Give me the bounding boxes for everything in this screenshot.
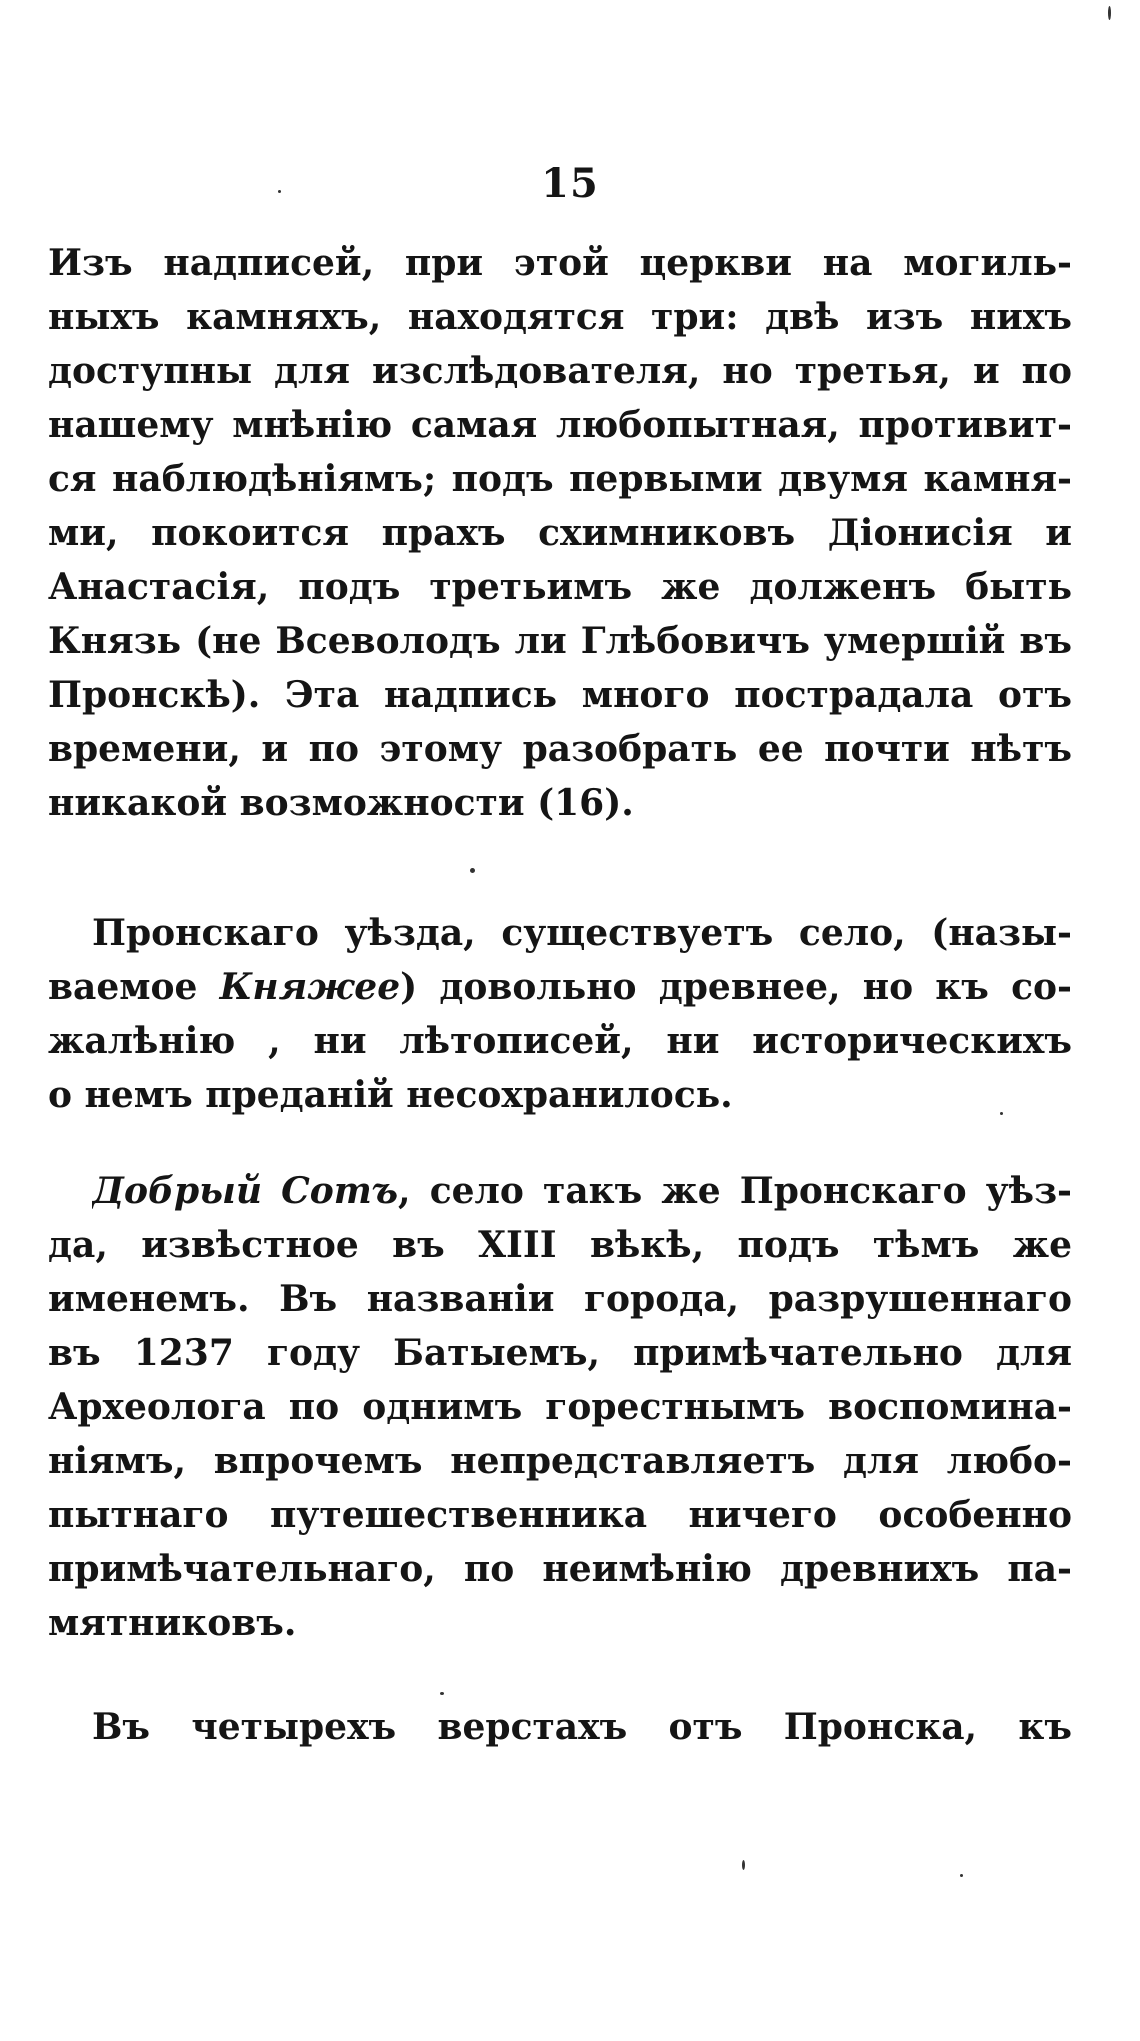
text-line: Въ четырехъ верстахъ отъ Пронска, къ [92, 1706, 1072, 1748]
text-line: никакой возможности (16). [48, 782, 634, 824]
scan-speck [278, 190, 281, 193]
text-line: ныхъ камняхъ, находятся три: двѣ изъ нихъ [48, 296, 1072, 338]
text-line: жалѣнію , ни лѣтописей, ни историческихъ [48, 1020, 1072, 1062]
text-line: Анастасія, подъ третьимъ же долженъ быть [48, 566, 1072, 608]
scan-speck [1000, 1112, 1003, 1115]
scan-speck [742, 1860, 745, 1870]
text-fragment: , село такъ же Пронскаго уѣз- [398, 1170, 1072, 1212]
text-line: ми, покоится прахъ схимниковъ Діонисія и [48, 512, 1072, 554]
text-line: Князь (не Всеволодъ ли Глѣбовичъ умершій въ [48, 620, 1072, 662]
scan-speck [1108, 6, 1111, 20]
text-line: въ 1237 году Батыемъ, примѣчательно для [48, 1332, 1072, 1374]
text-line: пытнаго путешественника ничего особенно [48, 1494, 1072, 1536]
village-name: Княжее [219, 966, 401, 1008]
text-line: ніямъ, впрочемъ непредставляетъ для любо- [48, 1440, 1072, 1482]
scan-speck [440, 1692, 444, 1695]
text-line: Пронскаго уѣзда, существуетъ село, (назы- [92, 912, 1072, 954]
text-line: Изъ надписей, при этой церкви на могиль- [48, 242, 1072, 284]
text-line: нашему мнѣнію самая любопытная, противит- [48, 404, 1072, 446]
village-name: Добрый Сотъ [92, 1170, 399, 1212]
text-line: доступны для изслѣдователя, но третья, и по [48, 350, 1072, 392]
text-line: Пронскѣ). Эта надпись много пострадала отъ [48, 674, 1072, 716]
text-line: мятниковъ. [48, 1602, 297, 1644]
scan-speck [470, 868, 475, 873]
text-line: ся наблюдѣніямъ; подъ первыми двумя камня- [48, 458, 1072, 500]
text-line: примѣчательнаго, по неимѣнію древнихъ па- [48, 1548, 1072, 1590]
text-fragment: ) довольно древнее, но къ со- [400, 966, 1072, 1008]
text-line: Археолога по однимъ горестнымъ воспомина- [48, 1386, 1072, 1428]
text-line: именемъ. Въ названіи города, разрушеннаго [48, 1278, 1072, 1320]
text-line: да, извѣстное въ XIII вѣкѣ, подъ тѣмъ же [48, 1224, 1072, 1266]
page-number: 15 [541, 160, 599, 207]
scan-speck [960, 1874, 963, 1877]
text-line [92, 1164, 1072, 1218]
text-line [48, 960, 1072, 1014]
text-line: о немъ преданій несохранилось. [48, 1074, 733, 1116]
text-line: времени, и по этому разобрать ее почти нѣтъ [48, 728, 1072, 770]
text-fragment: ваемое [48, 966, 220, 1008]
